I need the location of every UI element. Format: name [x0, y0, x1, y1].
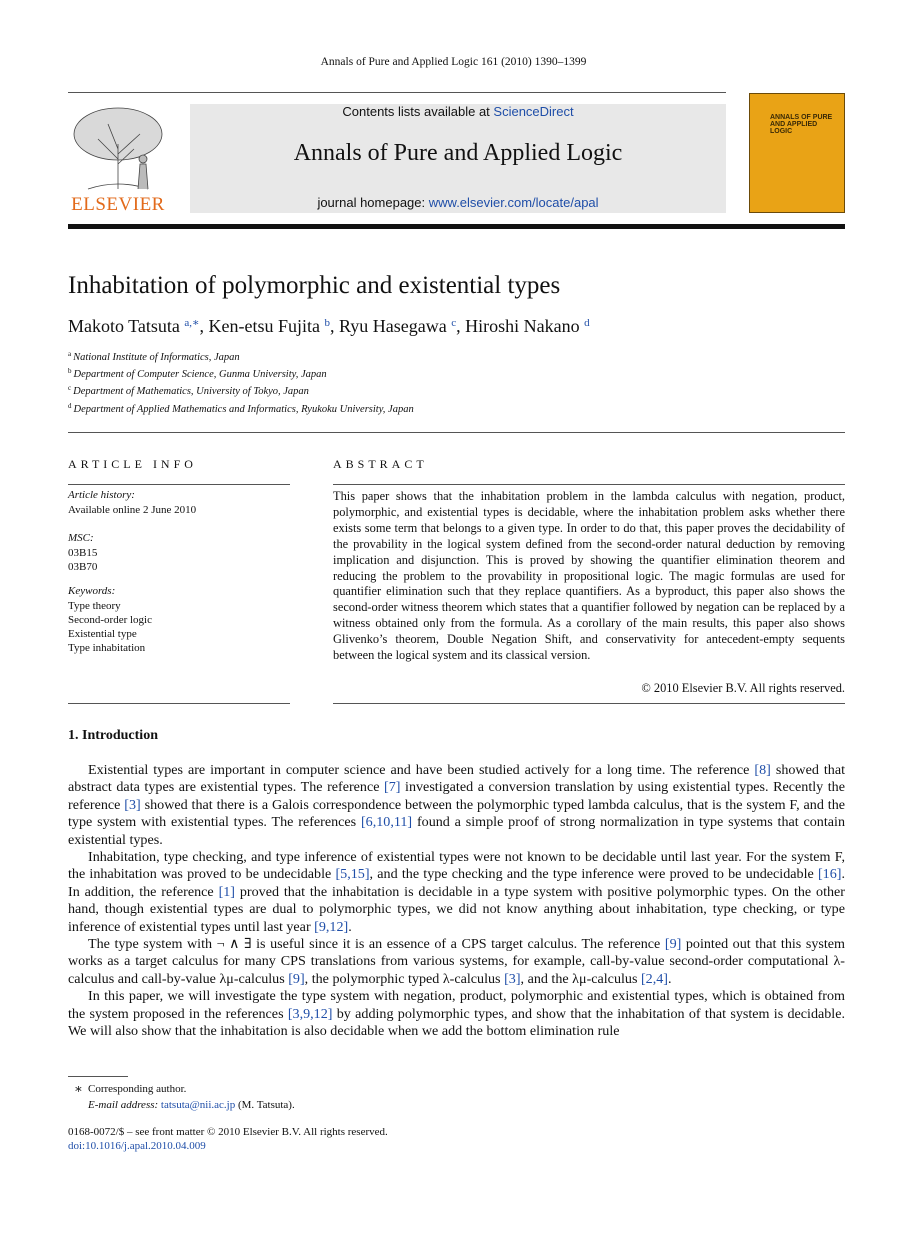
citation-link[interactable]: [9,12] — [314, 918, 349, 935]
homepage-link[interactable]: www.elsevier.com/locate/apal — [428, 195, 599, 210]
author-name: Makoto Tatsuta — [68, 316, 180, 336]
paragraph-text: , and the type checking and the type inference were proved to be undecidable — [369, 866, 818, 883]
author-affiliation-marker[interactable]: b — [324, 317, 330, 329]
keyword: Type inhabitation — [68, 642, 146, 654]
citation-link[interactable]: [2,4] — [640, 970, 668, 987]
author-name: Ken-etsu Fujita — [208, 316, 320, 336]
homepage-line — [190, 195, 726, 210]
abstract-heading: ABSTRACT — [333, 457, 428, 471]
footnote-rule — [68, 1076, 128, 1077]
msc-code: 03B15 — [68, 547, 98, 559]
article-info-rule — [68, 484, 290, 485]
abstract-copyright: © 2010 Elsevier B.V. All rights reserved. — [641, 681, 845, 695]
keyword: Second-order logic — [68, 614, 152, 626]
paragraph-text: found a simple proof of strong normalization in type systems that contain existential types. — [68, 814, 845, 848]
msc-label: MSC: — [68, 532, 94, 544]
section-heading-introduction: 1. Introduction — [68, 728, 158, 743]
author-name: Hiroshi Nakano — [465, 316, 580, 336]
citation-link[interactable]: [6,10,11] — [360, 814, 413, 831]
citation-link[interactable]: [3,9,12] — [287, 1005, 333, 1022]
homepage-prefix: journal homepage: — [317, 195, 429, 210]
header-rule — [68, 92, 726, 93]
email-label: E-mail address: — [88, 1099, 161, 1111]
paragraph-text: by adding polymorphic types, and show that the inhabitation of that system is decidable. We will also show that the inhabitation is also decidable when we add the bottom elimination rule — [68, 1005, 845, 1040]
cover-title: ANNALS OF PURE AND APPLIED LOGIC — [770, 114, 833, 135]
affiliation-b: $^b$ Department of Computer Science, Gunma University, Japan — [68, 367, 327, 380]
paragraph-text: . — [667, 970, 672, 987]
journal-title: Annals of Pure and Applied Logic — [293, 140, 623, 166]
citation-link[interactable]: [1] — [218, 883, 235, 900]
abstract-text: This paper shows that the inhabitation problem in the lambda calculus with negation, product, polymorphic, and existential types is decidable, where the inhabitation problem asks whether there exists some term that belongs to a given type. In order to do that, this paper proves the decidability of the provability in the logical system defined from the second-order natural deduction by removing implication and disjunction. This is proved by showing the quantifier elimination theorem and reducing the problem to the provability in propositional logic. The magic formulas are used for quantifier elimination such that they replace quantifiers. As a byproduct, this paper also shows the second-order witness theorem which states that a quantifier followed by negation can be replaced by a witness obtained only from the formula. As a corollary of the main results, this paper also shows Glivenko’s theorem, Double Negation Shift, and conservativity for antecedent-empty sequents between the logical system and its classical version. — [333, 489, 845, 663]
email-suffix: (M. Tatsuta). — [235, 1099, 295, 1111]
affiliation-d: $^d$ Department of Applied Mathematics and Informatics, Ryukoku University, Japan — [68, 402, 414, 415]
issn-line: 0168-0072/$ – see front matter © 2010 Elsevier B.V. All rights reserved. — [68, 1126, 388, 1138]
paragraph-text: The type system with ¬ ∧ ∃ is useful since it is an essence of a CPS target calculus. The reference — [88, 936, 665, 953]
paragraph-text: Inhabitation, type checking, and type inference of existential types were not known to be decidable until last year. For the system F, the inhabitation was proved to be undecidable — [68, 849, 845, 883]
paragraph-text: In this paper, we will investigate the type system with negation, product, polymorphic and existential types, which is obtained from the system proposed in the references — [68, 988, 845, 1022]
citation-link[interactable]: [3] — [124, 796, 141, 813]
affiliation-a: $^a$ National Institute of Informatics, Japan — [68, 350, 240, 363]
keyword: Existential type — [68, 628, 137, 640]
article-info-bottom-rule — [68, 703, 290, 704]
publisher-name: ELSEVIER — [71, 194, 165, 215]
author-affiliation-marker[interactable]: d — [584, 317, 590, 329]
citation-link[interactable]: [3] — [504, 970, 521, 987]
paragraph-text: showed that there is a Galois correspondence between the polymorphic typed lambda calculus, that is the system F, and the type system with existential types. The references — [68, 796, 845, 831]
intro-paragraph-1 — [68, 762, 845, 849]
citation-link[interactable]: [16] — [817, 866, 842, 883]
paragraph-text: , and the λμ-calculus — [520, 970, 641, 987]
journal-cover-image — [749, 93, 845, 213]
msc-code: 03B70 — [68, 561, 98, 573]
running-head: Annals of Pure and Applied Logic 161 (2010) 1390–1399 — [320, 56, 587, 68]
email-line — [88, 1099, 295, 1111]
citation-link[interactable]: [9] — [664, 936, 682, 953]
author-name: Ryu Hasegawa — [339, 316, 447, 336]
history-value: Available online 2 June 2010 — [68, 504, 197, 516]
keyword: Type theory — [68, 600, 121, 612]
abstract-bottom-rule — [333, 703, 845, 704]
contents-prefix: Contents lists available at — [342, 104, 494, 119]
sciencedirect-link[interactable]: ScienceDirect — [493, 104, 574, 119]
paragraph-text: . — [348, 918, 352, 935]
paragraph-text: proved that the inhabitation is decidable in a type system with positive polymorphic types. On the other hand, though existential types are dual to polymorphic types, we did not know anything about inhabitation, type checking, or type inference of existential types until last year — [68, 883, 846, 935]
contents-line — [190, 104, 726, 119]
intro-paragraph-3 — [68, 936, 845, 988]
intro-body — [68, 762, 845, 1041]
paragraph-text: Existential types are important in computer science and have been studied actively for a long time. The reference — [88, 762, 755, 778]
article-info-heading: ARTICLE INFO — [68, 457, 197, 471]
doi-link[interactable]: doi:10.1016/j.apal.2010.04.009 — [68, 1140, 206, 1152]
citation-link[interactable]: [5,15] — [335, 866, 370, 883]
paragraph-text: pointed out that this system works as a target calculus for many CPS translations from various systems, for example, call-by-value second-order computational λ-calculus and call-by-value λμ-calculus — [68, 936, 845, 987]
paragraph-text: , the polymorphic typed λ-calculus — [304, 970, 505, 987]
email-link[interactable]: tatsuta@nii.ac.jp — [160, 1099, 236, 1111]
citation-link[interactable]: [9] — [288, 970, 305, 987]
citation-link[interactable]: [7] — [384, 779, 401, 796]
affiliation-rule — [68, 432, 845, 433]
keywords-label: Keywords: — [68, 585, 116, 597]
author-separator: , — [330, 316, 339, 336]
intro-paragraph-2 — [68, 849, 845, 936]
citation-link[interactable]: [8] — [754, 762, 771, 778]
paper-title: Inhabitation of polymorphic and existential types — [68, 272, 561, 299]
author-affiliation-marker[interactable]: a,∗ — [184, 317, 200, 329]
masthead-thick-rule — [68, 224, 845, 229]
affiliation-c: $^c$ Department of Mathematics, University of Tokyo, Japan — [68, 384, 309, 397]
author-separator: , — [199, 316, 209, 336]
history-label: Article history: — [68, 489, 135, 501]
corresponding-author-note: Corresponding author. — [88, 1083, 187, 1095]
paragraph-text: . In addition, the reference — [68, 866, 845, 900]
paragraph-text: showed that abstract data types are existential types. The reference — [68, 762, 845, 796]
author-separator: , — [456, 316, 466, 336]
abstract-rule — [333, 484, 845, 485]
author-list — [68, 316, 590, 337]
intro-paragraph-4 — [68, 988, 845, 1040]
paragraph-text: investigated a conversion translation by using existential types. Recently the reference — [68, 779, 845, 813]
author-affiliation-marker[interactable]: c — [451, 317, 457, 329]
footnote-star: ∗ — [74, 1081, 83, 1096]
